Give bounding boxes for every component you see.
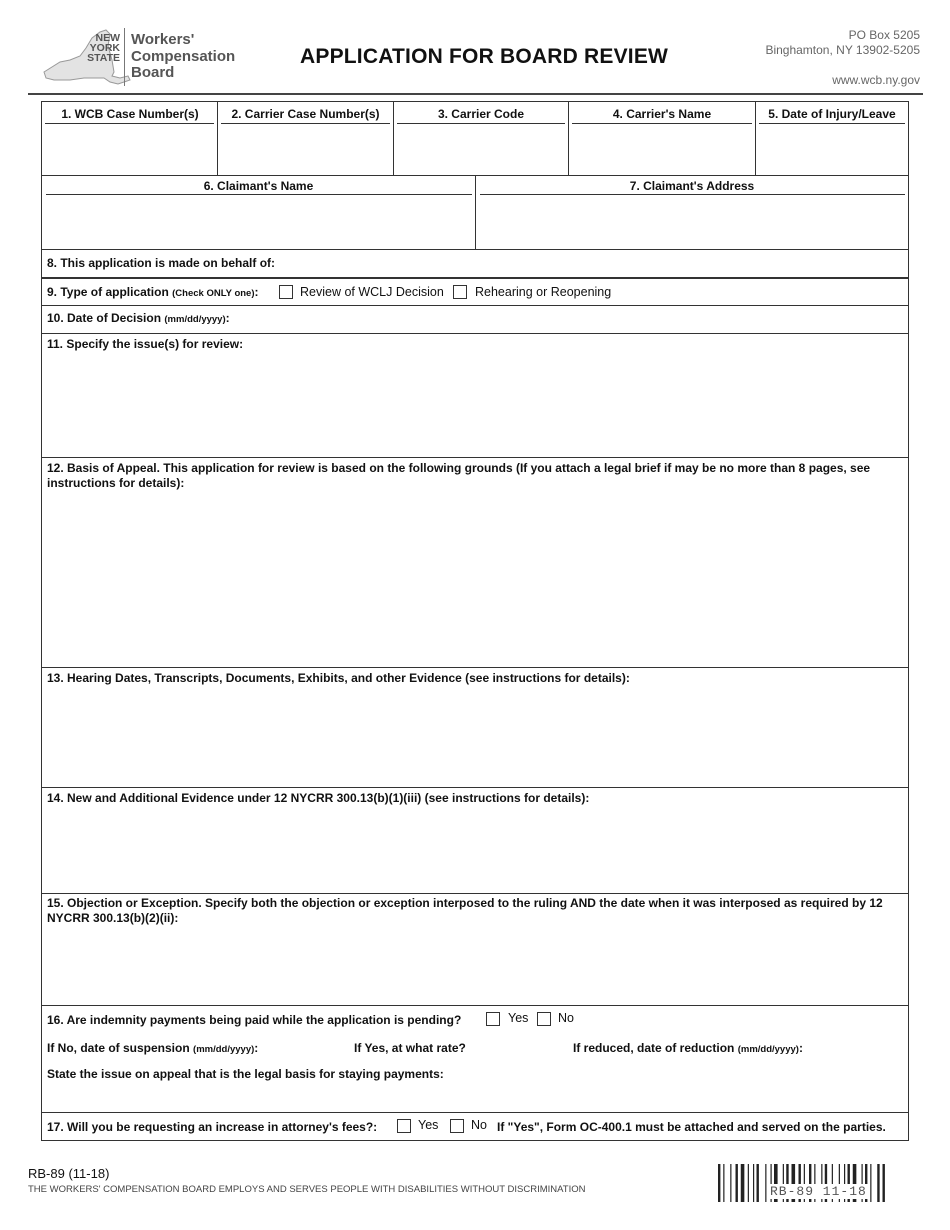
issues-label: 11. Specify the issue(s) for review: xyxy=(47,337,244,351)
review-wclj-checkbox[interactable] xyxy=(279,285,293,299)
form-number: RB-89 (11-18) xyxy=(28,1166,110,1181)
claimant-name-field[interactable] xyxy=(42,195,474,248)
application-type-text: 9. Type of application xyxy=(47,285,169,299)
evidence-label: 13. Hearing Dates, Transcripts, Documents, Exhibits, and other Evidence (see instructions for details): xyxy=(47,671,630,685)
suspension-date-label xyxy=(47,1041,258,1057)
label-colon: : xyxy=(254,1041,259,1055)
claimant-address-field[interactable] xyxy=(476,195,908,248)
logo-state-line: YORK xyxy=(89,42,120,54)
label-colon: : xyxy=(798,1041,803,1055)
carrier-code-field[interactable] xyxy=(394,124,568,174)
logo-state-line: STATE xyxy=(87,52,120,64)
row-divider xyxy=(41,1005,909,1006)
carrier-code-label: 3. Carrier Code xyxy=(437,107,525,121)
logo-agency-line: Board xyxy=(131,64,175,81)
claimant-address-label: 7. Claimant's Address xyxy=(629,179,755,193)
logo-state-line: NEW xyxy=(95,32,120,44)
objection-label: 15. Objection or Exception. Specify both the objection or exception interposed to the ruling AND the date when it was interposed as required by 12 NYCRR 300.13(b)(2)(ii): xyxy=(47,896,883,925)
basis-of-appeal-label: 12. Basis of Appeal. This application for review is based on the following grounds (If you attach a legal brief if may be no more than 8 pages, see instructions for details): xyxy=(47,461,871,490)
date-of-injury-field[interactable] xyxy=(756,124,908,174)
decision-date-field[interactable] xyxy=(240,307,905,331)
logo-state-text xyxy=(84,33,120,63)
reduction-date-label xyxy=(573,1041,803,1057)
row-divider xyxy=(41,893,909,894)
indemnity-yes-checkbox[interactable] xyxy=(486,1012,500,1026)
form-title: APPLICATION FOR BOARD REVIEW xyxy=(300,45,669,68)
attorney-fees-yes-label: Yes xyxy=(418,1118,439,1132)
attorney-fees-no-checkbox[interactable] xyxy=(450,1119,464,1133)
logo-divider xyxy=(124,28,125,86)
rehearing-option-label: Rehearing or Reopening xyxy=(475,285,612,299)
review-wclj-option-label: Review of WCLJ Decision xyxy=(300,285,444,299)
basis-of-appeal-field[interactable] xyxy=(44,494,906,664)
row-divider xyxy=(41,305,909,306)
attorney-fees-label: 17. Will you be requesting an increase in attorney's fees?: xyxy=(47,1120,378,1134)
nondiscrimination-notice: THE WORKERS' COMPENSATION BOARD EMPLOYS AND SERVES PEOPLE WITH DISABILITIES WITHOUT DISCRIMINATION xyxy=(28,1184,586,1195)
logo-agency-text xyxy=(131,32,235,82)
evidence-field[interactable] xyxy=(44,689,906,785)
issues-field[interactable] xyxy=(44,355,906,455)
row-divider xyxy=(41,277,909,279)
new-evidence-field[interactable] xyxy=(44,809,906,891)
label-colon: : xyxy=(254,285,259,299)
logo-agency-line: Workers' xyxy=(131,31,195,48)
wcb-case-number-label: 1. WCB Case Number(s) xyxy=(61,107,199,121)
row-divider xyxy=(41,787,909,788)
behalf-of-label: 8. This application is made on behalf of: xyxy=(47,256,276,270)
indemnity-label: 16. Are indemnity payments being paid while the application is pending? xyxy=(47,1013,462,1027)
application-type-label xyxy=(47,285,259,301)
rehearing-checkbox[interactable] xyxy=(453,285,467,299)
indemnity-no-label: No xyxy=(558,1011,574,1025)
logo-agency-line: Compensation xyxy=(131,47,236,65)
new-evidence-label: 14. New and Additional Evidence under 12 NYCRR 300.13(b)(1)(iii) (see instructions for details): xyxy=(47,791,590,805)
row-divider xyxy=(41,457,909,458)
label-colon: : xyxy=(225,311,230,325)
attorney-fees-no-label: No xyxy=(471,1118,487,1132)
date-of-injury-label: 5. Date of Injury/Leave xyxy=(768,107,896,121)
row-divider xyxy=(41,1112,909,1113)
suspension-date-text: If No, date of suspension xyxy=(47,1041,190,1055)
objection-field[interactable] xyxy=(44,929,906,1003)
staying-payments-field[interactable] xyxy=(44,1084,906,1110)
decision-date-label xyxy=(47,311,230,327)
indemnity-no-checkbox[interactable] xyxy=(537,1012,551,1026)
carrier-name-field[interactable] xyxy=(569,124,755,174)
decision-date-text: 10. Date of Decision xyxy=(47,311,162,325)
carrier-name-label: 4. Carrier's Name xyxy=(612,107,712,121)
reduction-date-text: If reduced, date of reduction xyxy=(573,1041,735,1055)
application-type-note: (Check ONLY one) xyxy=(172,288,255,299)
date-format-note: (mm/dd/yyyy) xyxy=(164,314,226,325)
address-line: Binghamton, NY 13902-5205 xyxy=(765,42,920,57)
attorney-fees-yes-checkbox[interactable] xyxy=(397,1119,411,1133)
row-divider xyxy=(41,249,909,250)
website-link[interactable]: www.wcb.ny.gov xyxy=(832,73,920,87)
header-rule xyxy=(28,93,923,95)
payment-rate-label: If Yes, at what rate? xyxy=(354,1041,466,1055)
mailing-address xyxy=(765,28,920,57)
barcode-text: RB-89 11-18 xyxy=(770,1184,867,1199)
row-divider xyxy=(41,667,909,668)
carrier-case-number-label: 2. Carrier Case Number(s) xyxy=(231,107,380,121)
date-format-note: (mm/dd/yyyy) xyxy=(737,1044,799,1055)
address-line: PO Box 5205 xyxy=(848,28,920,42)
staying-payments-label: State the issue on appeal that is the legal basis for staying payments: xyxy=(47,1067,444,1081)
attorney-fees-note: If "Yes", Form OC-400.1 must be attached and served on the parties. xyxy=(497,1120,886,1134)
behalf-of-field[interactable] xyxy=(290,252,905,274)
date-format-note: (mm/dd/yyyy) xyxy=(193,1044,255,1055)
row-divider xyxy=(41,333,909,334)
wcb-case-number-field[interactable] xyxy=(42,124,217,174)
indemnity-yes-label: Yes xyxy=(508,1011,529,1025)
carrier-case-number-field[interactable] xyxy=(218,124,393,174)
claimant-name-label: 6. Claimant's Name xyxy=(203,179,314,193)
